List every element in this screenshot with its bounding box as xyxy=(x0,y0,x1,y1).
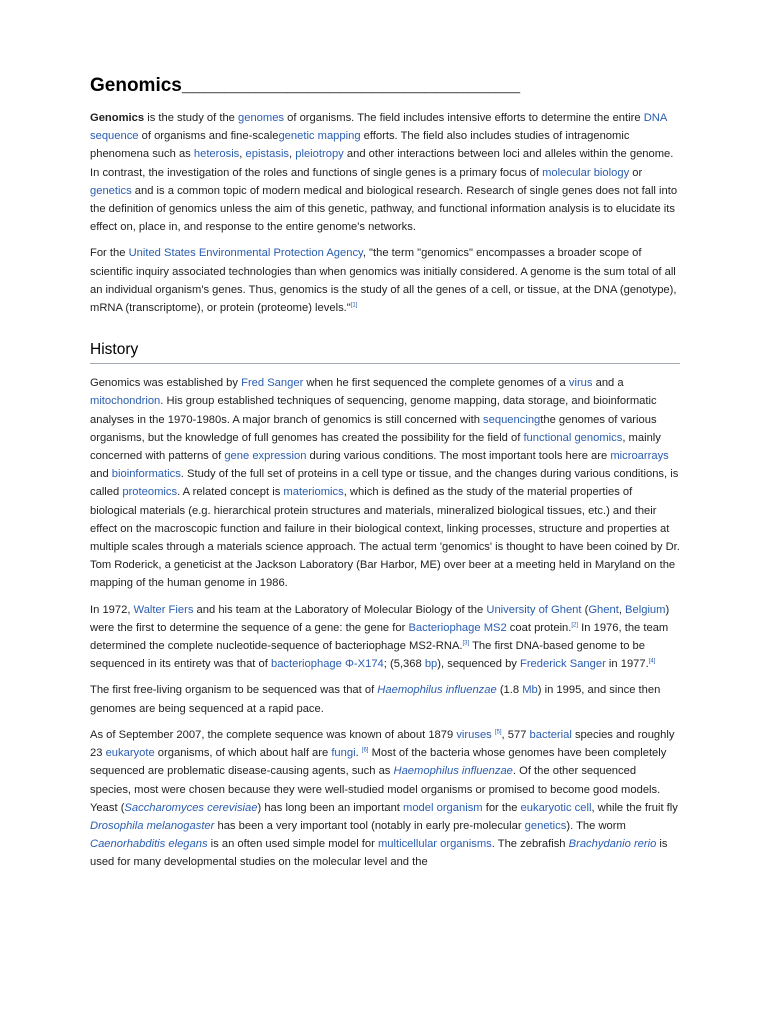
text: ) were the first to determine the sequence of a gene: the gene for xyxy=(90,603,670,634)
text: for the xyxy=(482,801,521,814)
link-dna-sequence[interactable]: DNA sequence xyxy=(90,112,667,143)
text: and a xyxy=(592,377,624,390)
text: , "the term "genomics" encompasses a broader scope of scientific inquiry associated technologies than when genomics was initially considered. A genome is the sum total of all an individual organism's genes. Thus, genomics is the study of all the genes of a cell, or tissue, at the DNA (genotype), mRNA (transcriptome), or protein (proteome) levels." xyxy=(90,247,677,315)
text: and his team at the Laboratory of Molecular Biology of the xyxy=(193,603,487,616)
text: the genomes of various organisms, but the knowledge of full genomes has created the possibility for the field of xyxy=(90,413,657,444)
history-paragraph-3 xyxy=(90,681,680,717)
link-genetic-mapping[interactable]: genetic mapping xyxy=(278,130,361,143)
reference-5[interactable]: [5] xyxy=(494,729,502,736)
text: is an often used simple model for xyxy=(207,838,378,851)
link-bacteriophage-phix174[interactable]: bacteriophage Φ-X174 xyxy=(270,658,384,671)
text: , which is defined as the study of the material properties of biological materials (e.g. hierarchical protein structures and materials, mineralized biological tissues, etc.) and their effect on the macroscopic function and failure in their biological context, linking processes, structure and properties at multiple scales through a materials science approach. The actual term 'genomics' is thought to have been coined by Dr. Tom Roderick, a geneticist at the Jackson Laboratory (Bar Harbor, ME) over beer at a meeting held in Maryland on the mapping of the human genome in 1986. xyxy=(90,486,680,590)
italic-text: Caenorhabditis elegans xyxy=(90,838,208,851)
link-mitochondrion[interactable]: mitochondrion xyxy=(90,395,161,408)
text: ) has long been an important xyxy=(257,801,404,814)
section-heading-history: History xyxy=(90,339,680,364)
text: during various conditions. The most important tools here are xyxy=(306,450,611,463)
text: efforts. The field also includes studies of intragenomic phenomena such as xyxy=(90,130,630,161)
link-bioinformatics[interactable]: bioinformatics xyxy=(111,468,181,481)
italic-text: Brachydanio rerio xyxy=(568,838,657,851)
text: ) in 1995, and since then genomes are being sequenced at a rapid pace. xyxy=(90,684,661,715)
text: Most of the bacteria whose genomes have been completely sequenced are problematic disease-causing agents, such as xyxy=(90,747,667,778)
link-functional-genomics[interactable]: functional genomics xyxy=(523,431,623,444)
link-eukaryotic-cell[interactable]: eukaryotic cell xyxy=(520,801,592,814)
link-eukaryote[interactable]: eukaryote xyxy=(105,747,155,760)
page-title-text: Genomics xyxy=(90,75,182,96)
italic-text: Saccharomyces cerevisiae xyxy=(124,801,258,814)
italic-text: Drosophila melanogaster xyxy=(90,819,215,832)
text: . Study of the full set of proteins in a cell type or tissue, and the changes during various conditions, is called xyxy=(90,468,679,499)
link-heterosis[interactable]: heterosis xyxy=(193,148,240,161)
text: ( xyxy=(581,603,589,616)
link-molecular-biology[interactable]: molecular biology xyxy=(542,166,630,179)
text: , xyxy=(239,148,246,161)
text: is used for many developmental studies on the molecular level and the xyxy=(90,838,668,869)
text: organisms, of which about half are xyxy=(154,747,332,760)
text: , 577 xyxy=(501,728,530,741)
reference-3[interactable]: [3] xyxy=(462,640,470,647)
link-ghent[interactable]: Ghent xyxy=(588,603,619,616)
text: and is a common topic of modern medical and biological research. Research of single genes does not fall into the definition of genomics unless the aim of this genetic, pathway, and functional information analysis is to elucidate its effect on, place in, and response to the entire genome's networks. xyxy=(90,184,678,234)
text: Genomics was established by xyxy=(90,377,242,390)
link-virus[interactable]: virus xyxy=(568,377,593,390)
text: ). The worm xyxy=(566,819,626,832)
history-paragraph-1 xyxy=(90,374,680,592)
link-frederick-sanger[interactable]: Frederick Sanger xyxy=(520,658,606,671)
italic-text: Haemophilus influenzae xyxy=(393,765,513,778)
link-haemophilus-influenzae[interactable] xyxy=(377,684,496,696)
link-fred-sanger[interactable]: Fred Sanger xyxy=(241,377,304,390)
text: in 1977. xyxy=(605,658,649,671)
link-proteomics[interactable]: proteomics xyxy=(122,486,178,499)
text: when he first sequenced the complete genomes of a xyxy=(303,377,569,390)
text: . xyxy=(355,747,362,760)
text: , xyxy=(289,148,296,161)
link-genetics[interactable]: genetics xyxy=(90,184,132,197)
link-viruses[interactable]: viruses xyxy=(456,728,492,741)
text: . Of the other sequenced species, most were chosen because they were well-studied model organisms or promised to become good models. Yeast ( xyxy=(90,765,661,814)
text: or xyxy=(629,166,643,179)
text: and xyxy=(90,468,112,481)
text: has been a very important tool (notably in early pre-molecular xyxy=(214,819,525,832)
link-gene-expression[interactable]: gene expression xyxy=(224,450,307,463)
text: , mainly concerned with patterns of xyxy=(90,431,661,463)
reference-2[interactable]: [2] xyxy=(571,622,579,629)
text: species and roughly 23 xyxy=(90,728,675,760)
link-belgium[interactable]: Belgium xyxy=(625,603,666,616)
link-multicellular-organisms[interactable]: multicellular organisms xyxy=(377,838,492,851)
link-drosophila[interactable] xyxy=(90,820,214,832)
text: The first DNA-based genome to be sequenced in its entirety was that of xyxy=(90,640,645,671)
link-genomes[interactable]: genomes xyxy=(238,112,285,124)
text: , xyxy=(618,603,626,616)
link-saccharomyces[interactable] xyxy=(124,802,257,814)
intro-paragraph xyxy=(90,109,680,236)
link-brachydanio[interactable] xyxy=(569,838,657,850)
text: In 1972, xyxy=(90,603,134,616)
link-genetics-2[interactable]: genetics xyxy=(524,819,567,832)
text: As of September 2007, the complete sequence was known of about 1879 xyxy=(90,728,457,741)
text: coat protein. xyxy=(506,621,572,634)
link-university-of-ghent[interactable]: University of Ghent xyxy=(486,603,582,616)
history-paragraph-4 xyxy=(90,726,680,872)
text: (1.8 xyxy=(496,684,523,697)
link-bacteriophage-ms2[interactable]: Bacteriophage MS2 xyxy=(408,621,507,634)
link-model-organism[interactable]: model organism xyxy=(403,801,483,814)
text: The first free-living organism to be sequenced was that of xyxy=(90,684,378,697)
text: of organisms and fine-scale xyxy=(138,130,279,143)
reference-4[interactable]: [4] xyxy=(648,658,656,665)
text: . His group established techniques of sequencing, genome mapping, data storage, and bioinformatic analyses in the 1970-1980s. A major branch of genomics is still concerned with xyxy=(90,395,657,426)
text: is the study of the xyxy=(144,112,238,124)
page-title xyxy=(90,73,680,99)
text: For the xyxy=(90,247,129,260)
text: , while the fruit fly xyxy=(591,801,678,814)
epa-paragraph xyxy=(90,244,680,317)
link-epistasis[interactable]: epistasis xyxy=(245,148,290,161)
text: . A related concept is xyxy=(177,486,284,499)
link-microarrays[interactable]: microarrays xyxy=(610,450,669,463)
link-walter-fiers[interactable]: Walter Fiers xyxy=(133,603,194,616)
text: of organisms. The field includes intensive efforts to determine the entire xyxy=(284,112,644,124)
link-pleiotropy[interactable]: pleiotropy xyxy=(295,148,344,161)
text: . The zebrafish xyxy=(491,838,569,851)
link-materiomics[interactable]: materiomics xyxy=(283,486,344,499)
text: and other interactions between loci and alleles within the genome. In contrast, the investigation of the roles and functions of single genes is a primary focus of xyxy=(90,148,674,179)
italic-text: Haemophilus influenzae xyxy=(377,684,497,697)
text: ), sequenced by xyxy=(437,658,520,671)
link-sequencing[interactable]: sequencing xyxy=(483,413,541,426)
link-caenorhabditis[interactable] xyxy=(90,838,208,850)
text: ; (5,368 xyxy=(383,658,425,671)
intro-bold-term: Genomics xyxy=(90,112,145,124)
text: In 1976, the team determined the complete nucleotide-sequence of bacteriophage MS2-RNA. xyxy=(90,621,669,653)
link-bp[interactable]: bp xyxy=(424,658,438,671)
link-fungi[interactable]: fungi xyxy=(331,747,356,760)
history-paragraph-2 xyxy=(90,601,680,674)
link-epa[interactable]: United States Environmental Protection Agency xyxy=(128,247,363,260)
reference-6[interactable]: [6] xyxy=(361,747,369,754)
link-haemophilus-influenzae-2[interactable] xyxy=(394,765,513,777)
link-bacterial[interactable]: bacterial xyxy=(529,728,572,741)
link-mb[interactable]: Mb xyxy=(522,684,538,697)
title-underline: ________________________________ xyxy=(181,75,521,96)
reference-1[interactable]: [1] xyxy=(350,302,358,309)
